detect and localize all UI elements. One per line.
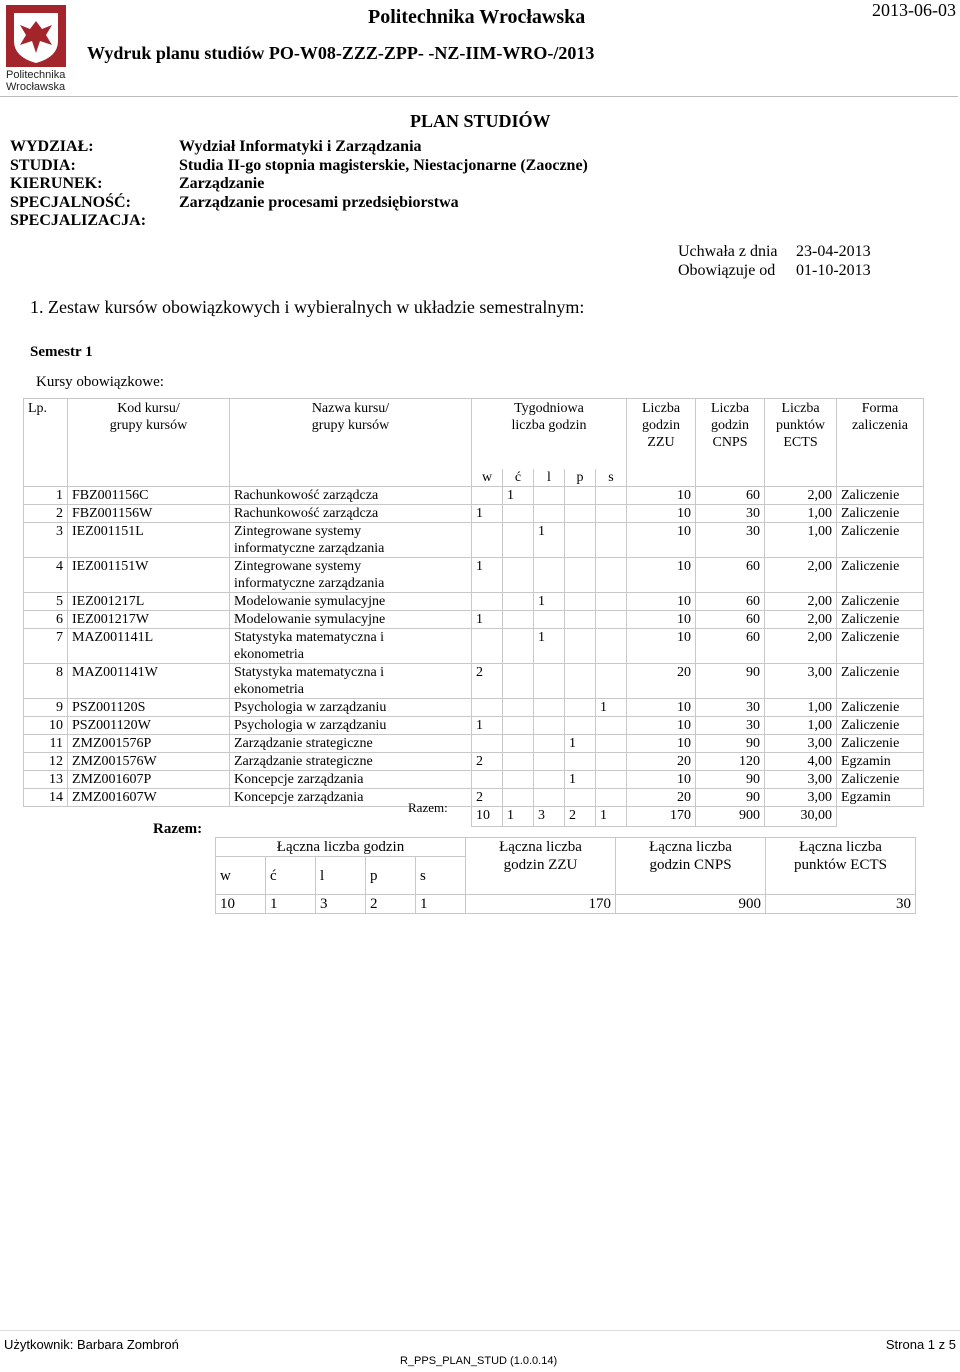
cell-code: IEZ001151W bbox=[68, 557, 230, 592]
cell-s bbox=[596, 770, 627, 788]
cell-code: IEZ001217L bbox=[68, 592, 230, 610]
course-name: Rachunkowość zarządcza bbox=[234, 505, 379, 521]
cell-p bbox=[565, 522, 596, 557]
cell-name bbox=[230, 752, 472, 770]
cell-name bbox=[230, 522, 472, 557]
cell-w: 2 bbox=[472, 663, 503, 698]
totals-p-header: p bbox=[366, 857, 416, 895]
table-row bbox=[24, 663, 924, 698]
cell-zzu: 10 bbox=[627, 610, 696, 628]
course-name: Zintegrowane systemy bbox=[234, 523, 362, 539]
cell-code: ZMZ001576W bbox=[68, 752, 230, 770]
resolution-info bbox=[678, 242, 871, 280]
cell-l bbox=[534, 698, 565, 716]
cell-name bbox=[230, 557, 472, 592]
cell-s bbox=[596, 716, 627, 734]
cell-form: Zaliczenie bbox=[837, 557, 924, 592]
col-p-header: p bbox=[565, 469, 596, 487]
table-row bbox=[24, 522, 924, 557]
sum-ects: 30,00 bbox=[765, 806, 837, 826]
cell-w: 1 bbox=[472, 504, 503, 522]
logo-text: Politechnika Wrocławska bbox=[6, 69, 66, 93]
resolution-label: Uchwała z dnia bbox=[678, 243, 778, 260]
course-name: Koncepcje zarządzania bbox=[234, 789, 364, 805]
table-header-row bbox=[24, 399, 924, 469]
cell-l bbox=[534, 504, 565, 522]
table-row bbox=[24, 788, 924, 806]
info-label: WYDZIAŁ: bbox=[10, 138, 94, 155]
totals-ects: 30 bbox=[766, 895, 916, 914]
cell-zzu: 10 bbox=[627, 557, 696, 592]
cell-p: 1 bbox=[565, 770, 596, 788]
cell-w bbox=[472, 522, 503, 557]
cell-form: Egzamin bbox=[837, 752, 924, 770]
cell-cnps: 30 bbox=[696, 698, 765, 716]
totals-p: 2 bbox=[366, 895, 416, 914]
cell-lp: 10 bbox=[24, 716, 68, 734]
cell-s bbox=[596, 663, 627, 698]
cell-w bbox=[472, 486, 503, 504]
totals-zzu-header: Łączna liczba godzin ZZU bbox=[466, 838, 616, 895]
cell-cnps: 90 bbox=[696, 734, 765, 752]
cell-s bbox=[596, 788, 627, 806]
cell-s bbox=[596, 522, 627, 557]
cell-form: Zaliczenie bbox=[837, 504, 924, 522]
print-date: 2013-06-03 bbox=[872, 0, 956, 20]
cell-name bbox=[230, 663, 472, 698]
cell-cnps: 60 bbox=[696, 557, 765, 592]
cell-l: 1 bbox=[534, 592, 565, 610]
cell-s: 1 bbox=[596, 698, 627, 716]
cell-l bbox=[534, 770, 565, 788]
table-row bbox=[24, 610, 924, 628]
cell-p: 1 bbox=[565, 734, 596, 752]
cell-code: IEZ001217W bbox=[68, 610, 230, 628]
cell-lp: 3 bbox=[24, 522, 68, 557]
footer-user: Użytkownik: Barbara Zombroń bbox=[4, 1337, 179, 1352]
sum-p: 2 bbox=[565, 806, 596, 826]
cell-cnps: 90 bbox=[696, 663, 765, 698]
info-value: Zarządzanie bbox=[179, 175, 265, 192]
course-name-cont: informatyczne zarządzania bbox=[234, 575, 385, 591]
cell-code: ZMZ001607W bbox=[68, 788, 230, 806]
cell-zzu: 10 bbox=[627, 716, 696, 734]
footer-report-code: R_PPS_PLAN_STUD (1.0.0.14) bbox=[400, 1355, 558, 1367]
cell-code: PSZ001120S bbox=[68, 698, 230, 716]
totals-c-header: ć bbox=[266, 857, 316, 895]
cell-l: 1 bbox=[534, 522, 565, 557]
cell-ects: 2,00 bbox=[765, 486, 837, 504]
totals-label: Razem: bbox=[153, 821, 203, 837]
cell-ects: 3,00 bbox=[765, 734, 837, 752]
totals-c: 1 bbox=[266, 895, 316, 914]
cell-cnps: 60 bbox=[696, 592, 765, 610]
plan-title: PLAN STUDIÓW bbox=[410, 111, 551, 131]
cell-cnps: 90 bbox=[696, 788, 765, 806]
cell-zzu: 20 bbox=[627, 663, 696, 698]
cell-s bbox=[596, 628, 627, 663]
info-value: Zarządzanie procesami przedsiębiorstwa bbox=[179, 193, 459, 211]
cell-lp: 13 bbox=[24, 770, 68, 788]
cell-zzu: 10 bbox=[627, 734, 696, 752]
cell-lp: 1 bbox=[24, 486, 68, 504]
cell-zzu: 10 bbox=[627, 486, 696, 504]
cell-zzu: 20 bbox=[627, 788, 696, 806]
info-label: KIERUNEK: bbox=[10, 175, 103, 192]
cell-form: Zaliczenie bbox=[837, 734, 924, 752]
cell-c bbox=[503, 698, 534, 716]
resolution-value: 01-10-2013 bbox=[796, 262, 871, 279]
table-row bbox=[24, 770, 924, 788]
cell-l bbox=[534, 788, 565, 806]
col-cnps-header: Liczba godzin CNPS bbox=[696, 399, 765, 487]
cell-form: Zaliczenie bbox=[837, 628, 924, 663]
cell-name bbox=[230, 610, 472, 628]
cell-lp: 14 bbox=[24, 788, 68, 806]
cell-l bbox=[534, 663, 565, 698]
table-row bbox=[24, 698, 924, 716]
table-row bbox=[24, 557, 924, 592]
totals-s-header: s bbox=[416, 857, 466, 895]
course-name: Zintegrowane systemy bbox=[234, 558, 362, 574]
resolution-label: Obowiązuje od bbox=[678, 262, 776, 279]
course-name: Zarządzanie strategiczne bbox=[234, 753, 373, 769]
totals-ects-header: Łączna liczba punktów ECTS bbox=[766, 838, 916, 895]
cell-c: 1 bbox=[503, 486, 534, 504]
cell-ects: 2,00 bbox=[765, 610, 837, 628]
cell-p bbox=[565, 557, 596, 592]
courses-table bbox=[23, 398, 924, 827]
cell-c bbox=[503, 628, 534, 663]
cell-code: PSZ001120W bbox=[68, 716, 230, 734]
cell-w: 1 bbox=[472, 557, 503, 592]
sum-l: 3 bbox=[534, 806, 565, 826]
cell-code: FBZ001156C bbox=[68, 486, 230, 504]
cell-l bbox=[534, 486, 565, 504]
totals-cnps-header: Łączna liczba godzin CNPS bbox=[616, 838, 766, 895]
section-title: 1. Zestaw kursów obowiązkowych i wybieralnych w układzie semestralnym: bbox=[30, 297, 585, 317]
cell-c bbox=[503, 734, 534, 752]
cell-ects: 1,00 bbox=[765, 698, 837, 716]
course-name: Statystyka matematyczna i bbox=[234, 664, 385, 680]
cell-cnps: 90 bbox=[696, 770, 765, 788]
col-w-header: w bbox=[472, 469, 503, 487]
table-row bbox=[24, 628, 924, 663]
cell-s bbox=[596, 734, 627, 752]
table-row bbox=[24, 592, 924, 610]
cell-ects: 1,00 bbox=[765, 522, 837, 557]
cell-cnps: 30 bbox=[696, 522, 765, 557]
cell-cnps: 60 bbox=[696, 628, 765, 663]
cell-w bbox=[472, 770, 503, 788]
cell-w: 1 bbox=[472, 610, 503, 628]
cell-p bbox=[565, 628, 596, 663]
col-form-header: Forma zaliczenia bbox=[837, 399, 924, 487]
cell-l bbox=[534, 557, 565, 592]
cell-zzu: 10 bbox=[627, 504, 696, 522]
university-name: Politechnika Wrocławska bbox=[368, 6, 586, 28]
cell-c bbox=[503, 592, 534, 610]
cell-w bbox=[472, 734, 503, 752]
totals-cnps: 900 bbox=[616, 895, 766, 914]
cell-ects: 2,00 bbox=[765, 592, 837, 610]
cell-zzu: 10 bbox=[627, 770, 696, 788]
col-code-header: Kod kursu/ grupy kursów bbox=[68, 399, 230, 487]
cell-ects: 3,00 bbox=[765, 663, 837, 698]
cell-p bbox=[565, 610, 596, 628]
totals-l-header: l bbox=[316, 857, 366, 895]
totals-hours-header: Łączna liczba godzin bbox=[216, 838, 466, 857]
cell-lp: 11 bbox=[24, 734, 68, 752]
cell-c bbox=[503, 770, 534, 788]
course-name: Zarządzanie strategiczne bbox=[234, 735, 373, 751]
sum-c: 1 bbox=[503, 806, 534, 826]
cell-c bbox=[503, 752, 534, 770]
cell-form: Zaliczenie bbox=[837, 770, 924, 788]
cell-form: Zaliczenie bbox=[837, 698, 924, 716]
sum-s: 1 bbox=[596, 806, 627, 826]
col-l-header: l bbox=[534, 469, 565, 487]
cell-ects: 1,00 bbox=[765, 716, 837, 734]
sum-w: 10 bbox=[472, 806, 503, 826]
col-ects-header: Liczba punktów ECTS bbox=[765, 399, 837, 487]
cell-cnps: 30 bbox=[696, 716, 765, 734]
cell-ects: 4,00 bbox=[765, 752, 837, 770]
totals-header-row bbox=[216, 838, 916, 857]
cell-c bbox=[503, 788, 534, 806]
cell-s bbox=[596, 557, 627, 592]
cell-cnps: 120 bbox=[696, 752, 765, 770]
cell-l bbox=[534, 610, 565, 628]
study-info bbox=[10, 138, 588, 231]
cell-c bbox=[503, 557, 534, 592]
course-name: Psychologia w zarządzaniu bbox=[234, 717, 387, 733]
cell-form: Zaliczenie bbox=[837, 716, 924, 734]
course-name-cont: ekonometria bbox=[234, 646, 304, 662]
sum-spacer bbox=[68, 806, 230, 826]
cell-name bbox=[230, 770, 472, 788]
cell-cnps: 30 bbox=[696, 504, 765, 522]
totals-table bbox=[215, 837, 916, 914]
cell-l bbox=[534, 716, 565, 734]
info-label: STUDIA: bbox=[10, 156, 76, 174]
cell-lp: 8 bbox=[24, 663, 68, 698]
cell-l: 1 bbox=[534, 628, 565, 663]
sum-spacer bbox=[837, 806, 924, 826]
cell-ects: 2,00 bbox=[765, 557, 837, 592]
col-s-header: s bbox=[596, 469, 627, 487]
col-weekly-header: Tygodniowa liczba godzin bbox=[472, 399, 627, 469]
header-divider bbox=[0, 96, 958, 97]
cell-w bbox=[472, 592, 503, 610]
cell-form: Zaliczenie bbox=[837, 592, 924, 610]
footer-divider bbox=[0, 1330, 960, 1331]
col-name-header: Nazwa kursu/ grupy kursów bbox=[230, 399, 472, 487]
cell-w: 2 bbox=[472, 752, 503, 770]
info-value: Studia II-go stopnia magisterskie, Niestacjonarne (Zaoczne) bbox=[179, 156, 588, 174]
table-row bbox=[24, 752, 924, 770]
cell-s bbox=[596, 610, 627, 628]
document-title: Wydruk planu studiów PO-W08-ZZZ-ZPP- -NZ-IIM-WRO-/2013 bbox=[87, 43, 595, 63]
cell-s bbox=[596, 752, 627, 770]
course-name: Psychologia w zarządzaniu bbox=[234, 699, 387, 715]
cell-zzu: 10 bbox=[627, 628, 696, 663]
course-name-cont: ekonometria bbox=[234, 681, 304, 697]
cell-ects: 2,00 bbox=[765, 628, 837, 663]
university-logo-icon bbox=[6, 5, 66, 67]
cell-c bbox=[503, 504, 534, 522]
cell-name bbox=[230, 716, 472, 734]
cell-zzu: 10 bbox=[627, 592, 696, 610]
cell-name bbox=[230, 486, 472, 504]
cell-w: 1 bbox=[472, 716, 503, 734]
totals-w-header: w bbox=[216, 857, 266, 895]
cell-w: 2 bbox=[472, 788, 503, 806]
cell-c bbox=[503, 610, 534, 628]
mandatory-courses-label: Kursy obowiązkowe: bbox=[36, 374, 164, 390]
cell-code: IEZ001151L bbox=[68, 522, 230, 557]
sum-label: Razem: bbox=[408, 800, 448, 815]
col-c-header: ć bbox=[503, 469, 534, 487]
cell-c bbox=[503, 522, 534, 557]
sum-cnps: 900 bbox=[696, 806, 765, 826]
sum-spacer bbox=[24, 806, 68, 826]
cell-form: Zaliczenie bbox=[837, 522, 924, 557]
table-row bbox=[24, 504, 924, 522]
cell-name bbox=[230, 734, 472, 752]
cell-form: Zaliczenie bbox=[837, 663, 924, 698]
cell-ects: 3,00 bbox=[765, 788, 837, 806]
cell-p bbox=[565, 592, 596, 610]
cell-zzu: 10 bbox=[627, 698, 696, 716]
totals-zzu: 170 bbox=[466, 895, 616, 914]
cell-l bbox=[534, 734, 565, 752]
resolution-value: 23-04-2013 bbox=[796, 243, 871, 260]
cell-w bbox=[472, 698, 503, 716]
cell-p bbox=[565, 788, 596, 806]
cell-w bbox=[472, 628, 503, 663]
info-label: SPECJALNOŚĆ: bbox=[10, 193, 131, 211]
cell-zzu: 20 bbox=[627, 752, 696, 770]
cell-name bbox=[230, 628, 472, 663]
cell-p bbox=[565, 663, 596, 698]
course-name: Modelowanie symulacyjne bbox=[234, 611, 386, 627]
cell-p bbox=[565, 698, 596, 716]
sum-zzu: 170 bbox=[627, 806, 696, 826]
info-label: SPECJALIZACJA: bbox=[10, 212, 147, 229]
col-lp-header: Lp. bbox=[24, 399, 68, 487]
cell-name bbox=[230, 592, 472, 610]
cell-code: ZMZ001607P bbox=[68, 770, 230, 788]
col-zzu-header: Liczba godzin ZZU bbox=[627, 399, 696, 487]
cell-p bbox=[565, 752, 596, 770]
cell-l bbox=[534, 752, 565, 770]
semester-title: Semestr 1 bbox=[30, 344, 93, 360]
cell-p bbox=[565, 504, 596, 522]
cell-name bbox=[230, 504, 472, 522]
table-row bbox=[24, 716, 924, 734]
cell-p bbox=[565, 486, 596, 504]
cell-name bbox=[230, 698, 472, 716]
cell-s bbox=[596, 504, 627, 522]
cell-code: MAZ001141L bbox=[68, 628, 230, 663]
table-row bbox=[24, 734, 924, 752]
cell-code: FBZ001156W bbox=[68, 504, 230, 522]
cell-lp: 2 bbox=[24, 504, 68, 522]
course-name: Koncepcje zarządzania bbox=[234, 771, 364, 787]
cell-cnps: 60 bbox=[696, 486, 765, 504]
cell-lp: 5 bbox=[24, 592, 68, 610]
cell-zzu: 10 bbox=[627, 522, 696, 557]
cell-lp: 6 bbox=[24, 610, 68, 628]
cell-form: Zaliczenie bbox=[837, 610, 924, 628]
cell-lp: 12 bbox=[24, 752, 68, 770]
cell-lp: 9 bbox=[24, 698, 68, 716]
cell-code: ZMZ001576P bbox=[68, 734, 230, 752]
cell-c bbox=[503, 663, 534, 698]
totals-l: 3 bbox=[316, 895, 366, 914]
info-value: Wydział Informatyki i Zarządzania bbox=[179, 138, 422, 155]
cell-lp: 7 bbox=[24, 628, 68, 663]
cell-s bbox=[596, 486, 627, 504]
course-name: Modelowanie symulacyjne bbox=[234, 593, 386, 609]
cell-cnps: 60 bbox=[696, 610, 765, 628]
totals-s: 1 bbox=[416, 895, 466, 914]
course-name-cont: informatyczne zarządzania bbox=[234, 540, 385, 556]
totals-values-row bbox=[216, 895, 916, 914]
cell-lp: 4 bbox=[24, 557, 68, 592]
course-name: Rachunkowość zarządcza bbox=[234, 487, 379, 503]
table-row bbox=[24, 486, 924, 504]
cell-form: Zaliczenie bbox=[837, 486, 924, 504]
cell-form: Egzamin bbox=[837, 788, 924, 806]
course-name: Statystyka matematyczna i bbox=[234, 629, 385, 645]
cell-code: MAZ001141W bbox=[68, 663, 230, 698]
footer-page-number: Strona 1 z 5 bbox=[885, 1337, 956, 1352]
cell-p bbox=[565, 716, 596, 734]
cell-ects: 3,00 bbox=[765, 770, 837, 788]
cell-s bbox=[596, 592, 627, 610]
cell-ects: 1,00 bbox=[765, 504, 837, 522]
cell-c bbox=[503, 716, 534, 734]
totals-w: 10 bbox=[216, 895, 266, 914]
